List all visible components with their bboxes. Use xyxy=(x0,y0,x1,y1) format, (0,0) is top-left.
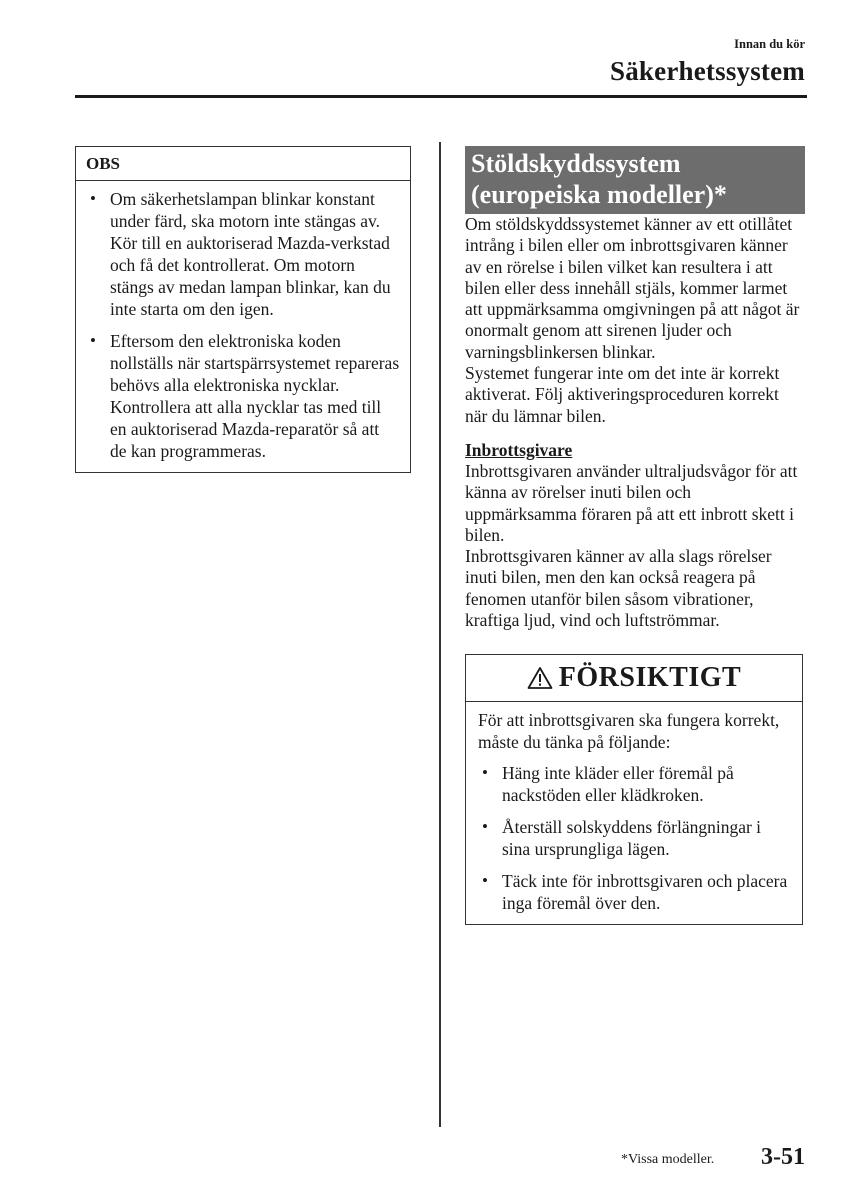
section-heading-line1: Stöldskyddssystem xyxy=(471,149,681,178)
section-label: Innan du kör xyxy=(734,37,805,51)
list-item: • Om säkerhetslampan blinkar konstant under färd, ska motorn inte stängas av. Kör till en auktoriserad Mazda-verkstad och få det kontrollerat. Om motorn stängs av medan lampan blinkar, kan du inte starta om den igen. xyxy=(86,188,400,320)
subheading: Inbrottsgivare xyxy=(465,439,573,460)
page-number: 3-51 xyxy=(761,1144,805,1170)
footnote: *Vissa modeller. xyxy=(621,1152,715,1167)
list-item: • Återställ solskyddens förlängningar i sina ursprungliga lägen. xyxy=(478,816,792,860)
section-heading xyxy=(465,146,805,214)
note-heading: OBS xyxy=(76,147,410,181)
column-divider xyxy=(439,142,441,1127)
section-heading-line2: (europeiska modeller)* xyxy=(471,180,727,209)
caution-list xyxy=(478,762,792,914)
page-title: Säkerhetssystem xyxy=(610,56,805,86)
caution-heading: FÖRSIKTIGT xyxy=(558,662,742,694)
paragraph: Inbrottsgivaren använder ultraljudsvågor för att känna av rörelser inuti bilen och uppmärksamma föraren på att ett inbrott skett i bilen. xyxy=(465,460,798,545)
header-divider xyxy=(75,95,807,98)
paragraph: Om stöldskyddssystemet känner av ett otillåtet intrång i bilen eller om inbrottsgivaren känner av en rörelse i bilen vilket kan resultera i att bilen eller dess innehåll stjäls, kommer larmet att uppmärksamma omgivningen på att något är onormalt genom att sirenen ljuder och varningsblinkersen blinkar. xyxy=(465,214,800,362)
caution-header xyxy=(466,655,802,702)
list-item: • Häng inte kläder eller föremål på nackstöden eller klädkroken. xyxy=(478,762,792,806)
paragraph: Systemet fungerar inte om det inte är korrekt aktiverat. Följ aktiveringsproceduren korrekt när du lämnar bilen. xyxy=(465,363,780,426)
list-item: • Eftersom den elektroniska koden nollställs när startspärrsystemet repareras behövs alla elektroniska nycklar. Kontrollera att alla nycklar tas med till en auktoriserad Mazda-reparatör så att de kan programmeras. xyxy=(86,330,400,462)
caution-intro: För att inbrottsgivaren ska fungera korrekt, måste du tänka på följande: xyxy=(478,710,780,752)
note-list xyxy=(86,188,400,462)
main-column xyxy=(465,146,805,925)
warning-triangle-icon xyxy=(527,666,553,690)
paragraph: Inbrottsgivaren känner av alla slags rörelser inuti bilen, men den kan också reagera på fenomen utanför bilen såsom vibrationer, kraftiga ljud, vind och luftströmmar. xyxy=(465,546,772,631)
caution-box xyxy=(465,654,803,925)
note-box xyxy=(75,146,411,473)
list-item: • Täck inte för inbrottsgivaren och placera inga föremål över den. xyxy=(478,870,792,914)
